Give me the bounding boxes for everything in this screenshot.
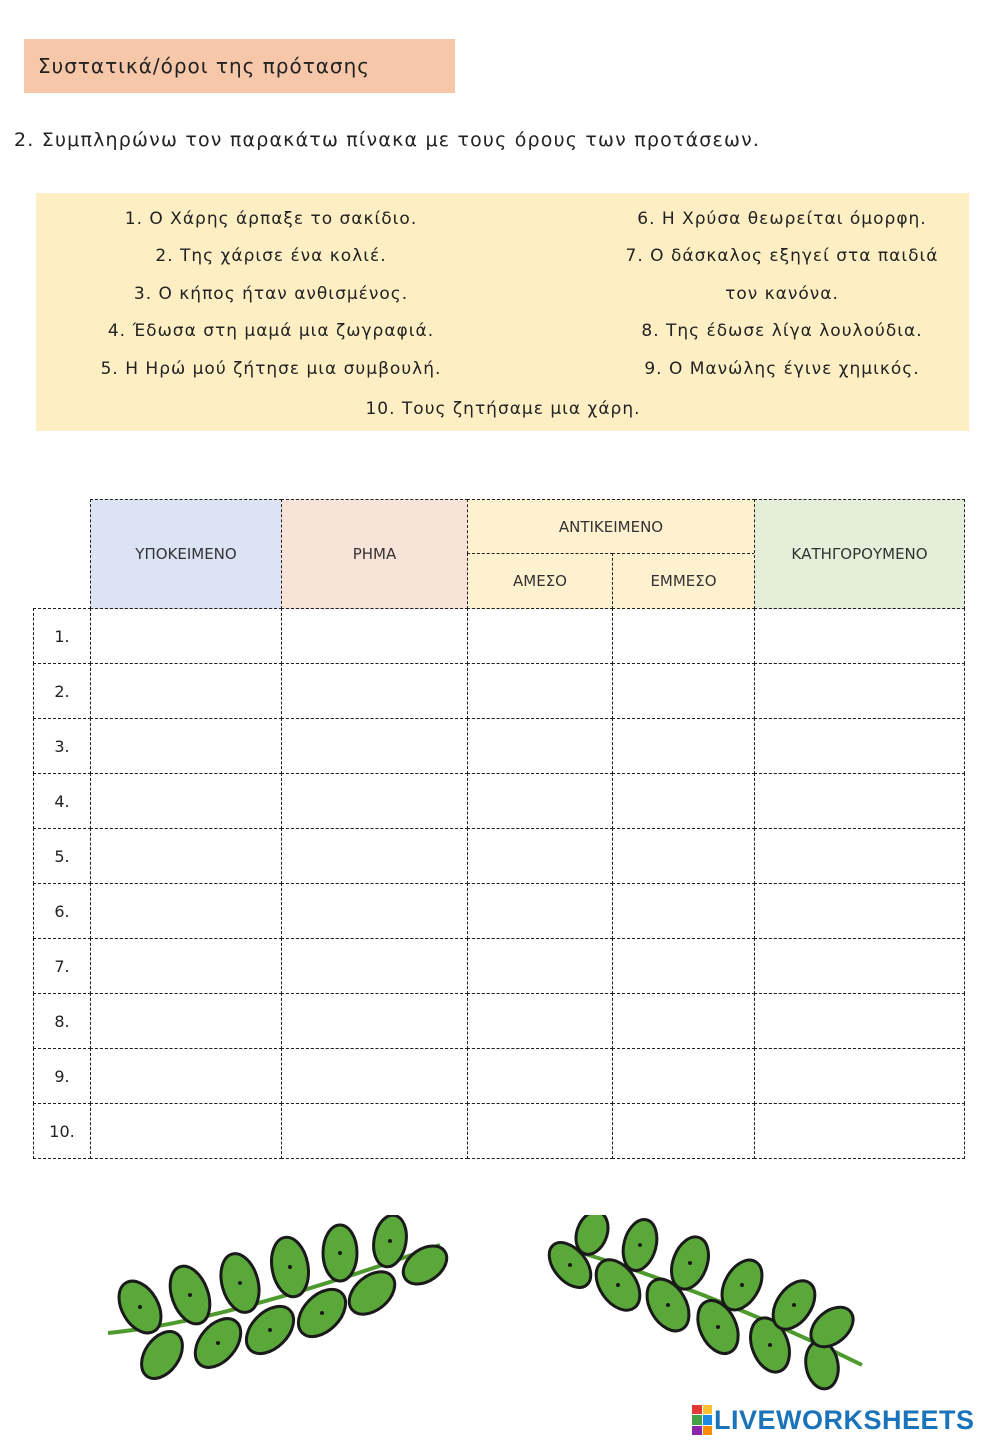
row-number: 9. xyxy=(33,1048,91,1104)
answer-cell-subject[interactable] xyxy=(90,883,282,939)
row-number: 2. xyxy=(33,663,91,719)
answer-cell-verb[interactable] xyxy=(281,718,468,774)
answer-cell-direct-object[interactable] xyxy=(467,993,613,1049)
answer-cell-direct-object[interactable] xyxy=(467,718,613,774)
header-verb: ΡΗΜΑ xyxy=(281,499,468,609)
answer-cell-predicate[interactable] xyxy=(754,883,965,939)
row-number: 3. xyxy=(33,718,91,774)
answer-cell-direct-object[interactable] xyxy=(467,1103,613,1159)
row-number: 1. xyxy=(33,608,91,664)
answer-cell-indirect-object[interactable] xyxy=(612,883,755,939)
row-number: 6. xyxy=(33,883,91,939)
answer-cell-predicate[interactable] xyxy=(754,828,965,884)
answer-cell-predicate[interactable] xyxy=(754,718,965,774)
answer-cell-direct-object[interactable] xyxy=(467,938,613,994)
answer-cell-predicate[interactable] xyxy=(754,1103,965,1159)
answer-cell-indirect-object[interactable] xyxy=(612,1048,755,1104)
row-number: 4. xyxy=(33,773,91,829)
answer-cell-indirect-object[interactable] xyxy=(612,938,755,994)
answer-cell-subject[interactable] xyxy=(90,938,282,994)
answer-cell-predicate[interactable] xyxy=(754,938,965,994)
answer-cell-indirect-object[interactable] xyxy=(612,1103,755,1159)
header-indirect-object: ΕΜΜΕΣΟ xyxy=(612,553,755,609)
sentence-3: 3. Ο κήπος ήταν ανθισμένος. xyxy=(133,284,409,304)
worksheet-title: Συστατικά/όροι της πρότασης xyxy=(24,39,455,93)
sentence-5: 5. Η Ηρώ μού ζήτησε μια συμβουλή. xyxy=(100,359,442,379)
sentence-7-continued: τον κανόνα. xyxy=(725,284,839,304)
header-direct-object: ΑΜΕΣΟ xyxy=(467,553,613,609)
sentence-10: 10. Τους ζητήσαμε μια χάρη. xyxy=(365,399,641,419)
sentence-7: 7. Ο δάσκαλος εξηγεί στα παιδιά xyxy=(625,246,939,266)
row-number: 7. xyxy=(33,938,91,994)
answer-cell-predicate[interactable] xyxy=(754,663,965,719)
sentence-1: 1. Ο Χάρης άρπαξε το σακίδιο. xyxy=(124,209,418,229)
answer-cell-predicate[interactable] xyxy=(754,993,965,1049)
answer-cell-direct-object[interactable] xyxy=(467,1048,613,1104)
answer-cell-subject[interactable] xyxy=(90,608,282,664)
answer-cell-subject[interactable] xyxy=(90,828,282,884)
answer-cell-indirect-object[interactable] xyxy=(612,993,755,1049)
answer-cell-verb[interactable] xyxy=(281,663,468,719)
sentence-4: 4. Έδωσα στη μαμά μια ζωγραφιά. xyxy=(107,321,435,341)
answer-cell-subject[interactable] xyxy=(90,663,282,719)
answer-cell-verb[interactable] xyxy=(281,608,468,664)
answer-cell-predicate[interactable] xyxy=(754,773,965,829)
answer-cell-subject[interactable] xyxy=(90,718,282,774)
header-object: ΑΝΤΙΚΕΙΜΕΝΟ xyxy=(467,499,755,554)
answer-cell-verb[interactable] xyxy=(281,773,468,829)
row-number: 5. xyxy=(33,828,91,884)
answer-cell-direct-object[interactable] xyxy=(467,663,613,719)
header-predicate: ΚΑΤΗΓΟΡΟΥΜΕΝΟ xyxy=(754,499,965,609)
instruction-text: 2. Συμπληρώνω τον παρακάτω πίνακα με τους όρους των προτάσεων. xyxy=(14,129,761,151)
liveworksheets-logo-icon xyxy=(692,1405,712,1435)
header-subject: ΥΠΟΚΕΙΜΕΝΟ xyxy=(90,499,282,609)
answer-cell-predicate[interactable] xyxy=(754,608,965,664)
sentence-9: 9. Ο Μανώλης έγινε χημικός. xyxy=(644,359,920,379)
answer-cell-indirect-object[interactable] xyxy=(612,718,755,774)
sentences-panel xyxy=(36,193,969,431)
leaf-branch-right-icon xyxy=(540,1215,870,1395)
row-number: 10. xyxy=(33,1103,91,1159)
answer-cell-subject[interactable] xyxy=(90,1048,282,1104)
answer-cell-verb[interactable] xyxy=(281,883,468,939)
answer-cell-verb[interactable] xyxy=(281,1048,468,1104)
answer-cell-subject[interactable] xyxy=(90,993,282,1049)
answer-cell-subject[interactable] xyxy=(90,773,282,829)
answer-cell-indirect-object[interactable] xyxy=(612,663,755,719)
answer-cell-subject[interactable] xyxy=(90,1103,282,1159)
answer-cell-direct-object[interactable] xyxy=(467,773,613,829)
answer-cell-indirect-object[interactable] xyxy=(612,608,755,664)
logo-text: LIVEWORKSHEETS xyxy=(714,1404,975,1435)
answer-cell-verb[interactable] xyxy=(281,828,468,884)
row-number: 8. xyxy=(33,993,91,1049)
liveworksheets-logo[interactable] xyxy=(692,1400,975,1440)
answer-cell-verb[interactable] xyxy=(281,938,468,994)
answer-cell-direct-object[interactable] xyxy=(467,883,613,939)
answer-cell-indirect-object[interactable] xyxy=(612,773,755,829)
sentence-8: 8. Της έδωσε λίγα λουλούδια. xyxy=(641,321,923,341)
answer-cell-indirect-object[interactable] xyxy=(612,828,755,884)
answer-cell-verb[interactable] xyxy=(281,1103,468,1159)
answer-cell-direct-object[interactable] xyxy=(467,608,613,664)
answer-cell-predicate[interactable] xyxy=(754,1048,965,1104)
sentence-2: 2. Της χάρισε ένα κολιέ. xyxy=(155,246,387,266)
leaf-branch-left-icon xyxy=(100,1215,460,1390)
sentence-6: 6. Η Χρύσα θεωρείται όμορφη. xyxy=(637,209,927,229)
answer-cell-direct-object[interactable] xyxy=(467,828,613,884)
answer-cell-verb[interactable] xyxy=(281,993,468,1049)
